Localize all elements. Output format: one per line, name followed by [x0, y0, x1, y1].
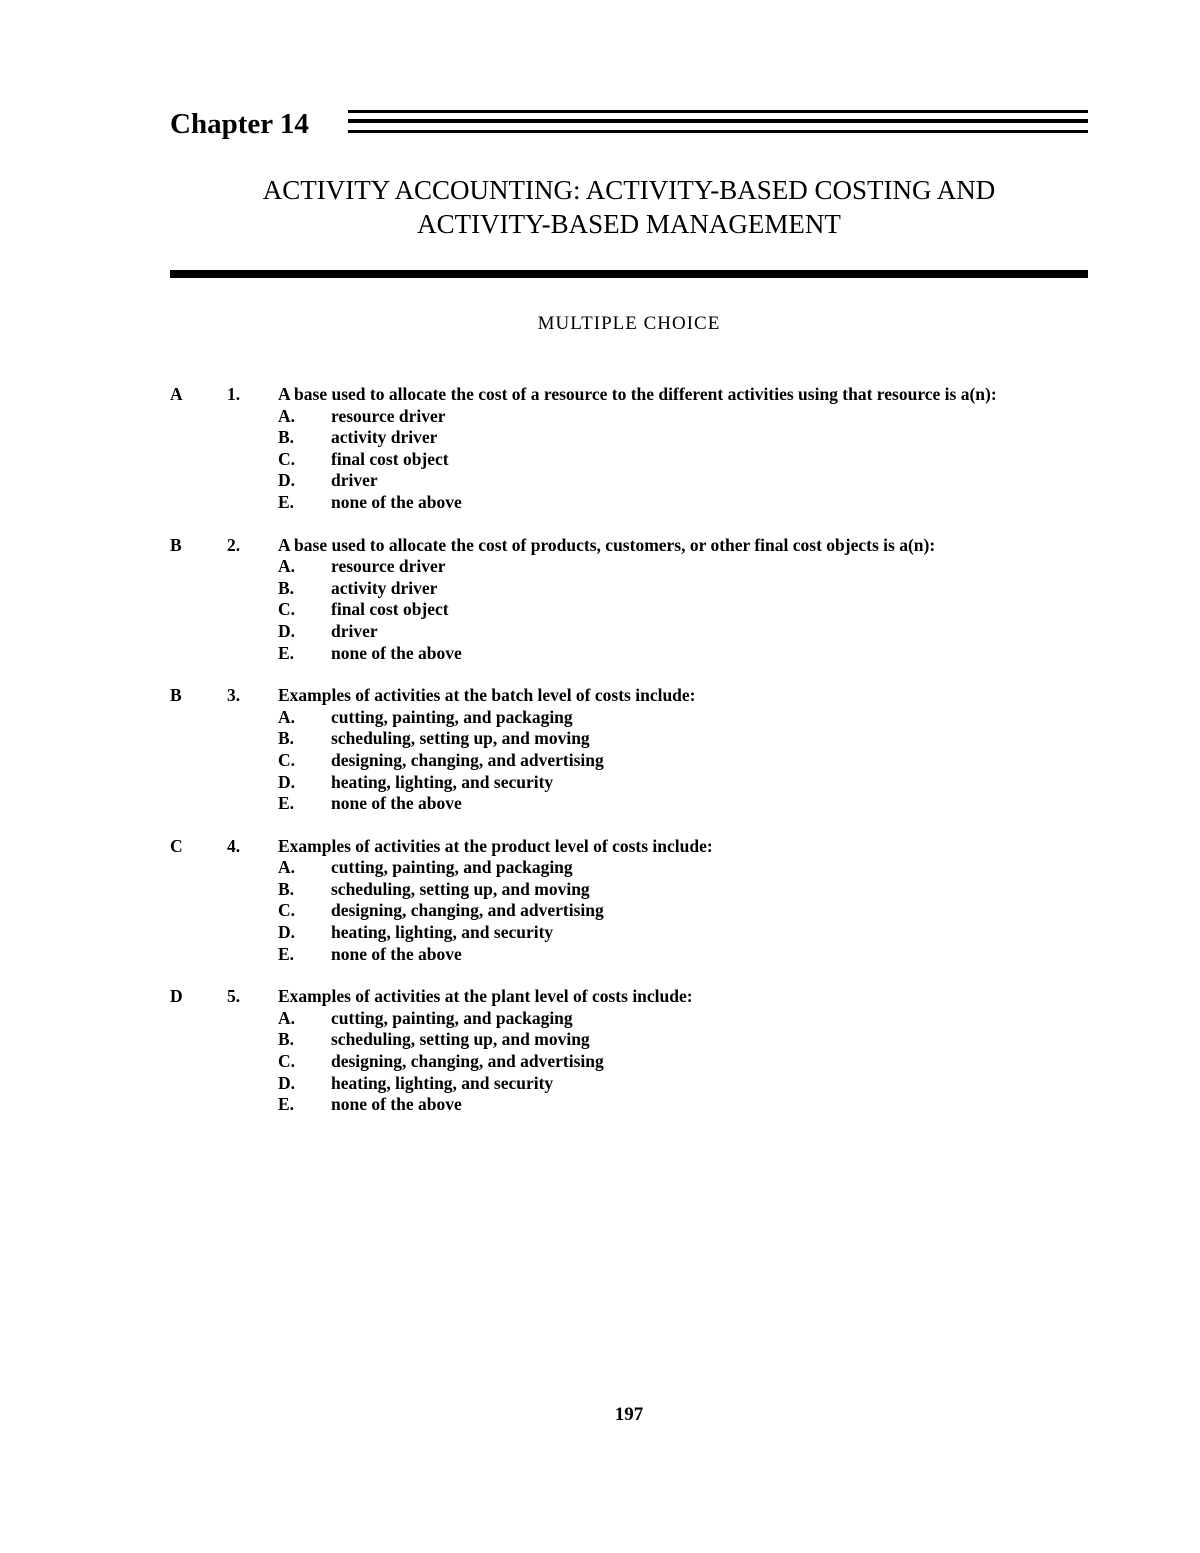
option-list [278, 556, 1088, 664]
option-letter: A. [278, 1007, 296, 1028]
option-text: activity driver [331, 427, 438, 448]
title-divider [170, 270, 1088, 278]
section-heading: MULTIPLE CHOICE [537, 313, 721, 334]
question-body [278, 986, 1088, 1116]
option-e [278, 492, 1088, 514]
option-text: designing, changing, and advertising [331, 1051, 604, 1072]
answer-key: A [170, 384, 183, 404]
question-stem: Examples of activities at the batch level of costs include: [278, 685, 696, 706]
option-text: cutting, painting, and packaging [331, 857, 573, 878]
chapter-title-line-1: ACTIVITY ACCOUNTING: ACTIVITY-BASED COSTING AND [262, 175, 996, 205]
option-text: scheduling, setting up, and moving [331, 728, 590, 749]
question-number: 2. [227, 534, 241, 555]
option-a [278, 707, 1088, 729]
option-b [278, 728, 1088, 750]
option-text: none of the above [331, 943, 462, 964]
option-text: scheduling, setting up, and moving [331, 1029, 590, 1050]
question-stem: A base used to allocate the cost of products, customers, or other final cost objects is a(n): [278, 534, 936, 555]
option-text: none of the above [331, 491, 462, 512]
option-letter: C. [278, 900, 296, 921]
option-b [278, 879, 1088, 901]
option-text: scheduling, setting up, and moving [331, 878, 590, 899]
option-list [278, 1008, 1088, 1116]
option-letter: C. [278, 749, 296, 770]
option-letter: E. [278, 793, 295, 814]
question-stem: A base used to allocate the cost of a resource to the different activities using that resource is a(n): [278, 384, 997, 404]
option-text: none of the above [331, 793, 462, 814]
option-letter: D. [278, 470, 296, 491]
option-d [278, 922, 1088, 944]
option-b [278, 578, 1088, 600]
option-c [278, 900, 1088, 922]
option-letter: E. [278, 491, 295, 512]
option-b [278, 427, 1088, 449]
chapter-title-line-2: ACTIVITY-BASED MANAGEMENT [417, 209, 841, 239]
option-d [278, 1073, 1088, 1095]
option-letter: B. [278, 728, 295, 749]
question-body [278, 384, 1088, 514]
option-text: none of the above [331, 642, 462, 663]
option-a [278, 857, 1088, 879]
option-text: resource driver [331, 556, 446, 577]
header-rule-top [348, 110, 1088, 113]
question-number: 1. [227, 384, 241, 404]
question-list [170, 384, 1088, 1137]
question-1 [170, 384, 1088, 514]
question-number: 5. [227, 986, 241, 1007]
option-letter: A. [278, 556, 296, 577]
question-stem: Examples of activities at the plant level of costs include: [278, 986, 693, 1007]
option-letter: C. [278, 1051, 296, 1072]
question-body [278, 535, 1088, 665]
question-number: 3. [227, 685, 241, 706]
option-c [278, 449, 1088, 471]
option-text: driver [331, 620, 378, 641]
option-letter: B. [278, 577, 295, 598]
option-text: cutting, painting, and packaging [331, 706, 573, 727]
question-3 [170, 685, 1088, 815]
option-text: driver [331, 470, 378, 491]
option-text: resource driver [331, 405, 446, 426]
option-text: final cost object [331, 599, 449, 620]
option-letter: D. [278, 771, 296, 792]
answer-key: B [170, 534, 182, 555]
option-text: final cost object [331, 448, 449, 469]
option-letter: E. [278, 642, 295, 663]
option-a [278, 406, 1088, 428]
chapter-header [170, 104, 1088, 146]
option-letter: E. [278, 943, 295, 964]
question-4 [170, 836, 1088, 966]
option-letter: A. [278, 706, 296, 727]
option-text: designing, changing, and advertising [331, 900, 604, 921]
chapter-title [170, 173, 1088, 241]
option-a [278, 1008, 1088, 1030]
option-list [278, 707, 1088, 815]
option-list [278, 406, 1088, 514]
answer-key: C [170, 835, 183, 856]
option-letter: D. [278, 620, 296, 641]
header-rule-middle [348, 119, 1088, 123]
option-b [278, 1029, 1088, 1051]
option-c [278, 599, 1088, 621]
option-letter: A. [278, 857, 296, 878]
option-letter: D. [278, 922, 296, 943]
option-text: cutting, painting, and packaging [331, 1007, 573, 1028]
option-e [278, 643, 1088, 665]
option-letter: B. [278, 1029, 295, 1050]
option-text: heating, lighting, and security [331, 1072, 554, 1093]
option-text: heating, lighting, and security [331, 922, 554, 943]
option-letter: C. [278, 599, 296, 620]
option-e [278, 793, 1088, 815]
chapter-header-rules [348, 110, 1088, 139]
option-letter: D. [278, 1072, 296, 1093]
option-d [278, 772, 1088, 794]
question-stem: Examples of activities at the product level of costs include: [278, 835, 713, 856]
question-5 [170, 986, 1088, 1116]
option-letter: E. [278, 1094, 295, 1115]
option-text: none of the above [331, 1094, 462, 1115]
option-c [278, 750, 1088, 772]
question-body [278, 685, 1088, 815]
question-number: 4. [227, 835, 241, 856]
option-text: activity driver [331, 577, 438, 598]
option-e [278, 944, 1088, 966]
option-a [278, 556, 1088, 578]
option-letter: A. [278, 405, 296, 426]
option-e [278, 1094, 1088, 1116]
option-letter: C. [278, 448, 296, 469]
option-d [278, 621, 1088, 643]
question-body [278, 836, 1088, 966]
option-letter: B. [278, 427, 295, 448]
question-2 [170, 535, 1088, 665]
answer-key: B [170, 685, 182, 706]
option-text: heating, lighting, and security [331, 771, 554, 792]
answer-key: D [170, 986, 183, 1007]
option-text: designing, changing, and advertising [331, 749, 604, 770]
option-c [278, 1051, 1088, 1073]
option-letter: B. [278, 878, 295, 899]
header-rule-bottom [348, 130, 1088, 133]
chapter-label: Chapter 14 [170, 108, 309, 140]
page-number: 197 [614, 1404, 644, 1425]
option-d [278, 470, 1088, 492]
option-list [278, 857, 1088, 965]
